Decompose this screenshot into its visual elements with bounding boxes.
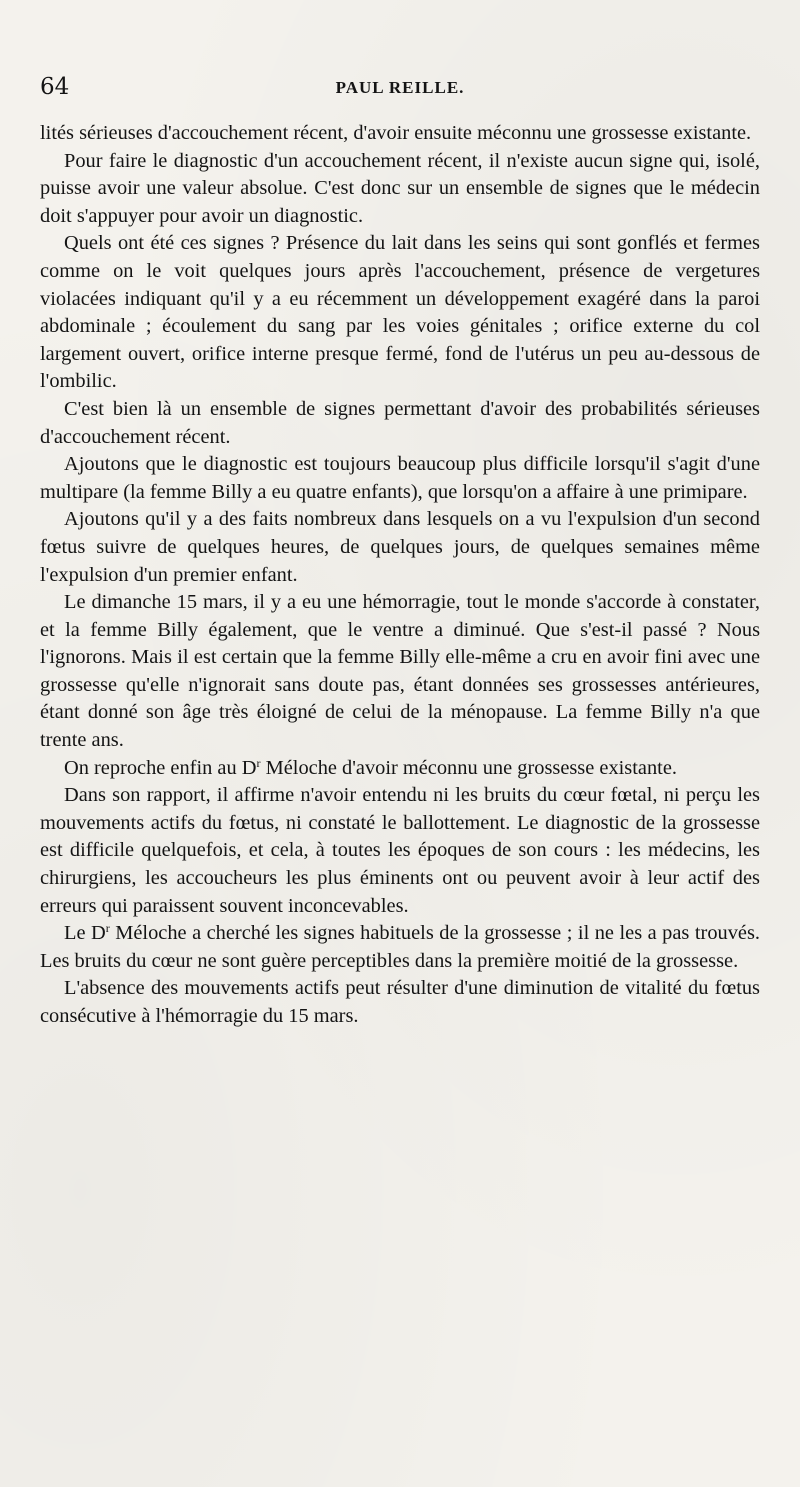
paragraph [40,755,760,783]
paragraph: Pour faire le diagnostic d'un accouchement récent, il n'existe aucun signe qui, isolé, puisse avoir une valeur absolue. C'est donc sur un ensemble de signes que le médecin doit s'appuyer pour avoir un diagnostic. [40,149,760,227]
body-text [40,120,760,1031]
paragraph: Dans son rapport, il affirme n'avoir entendu ni les bruits du cœur fœtal, ni perçu les mouvements actifs du fœtus, ni constaté le ballottement. Le diagnostic de la grossesse est difficile quelquefois, et cela, à toutes les époques de son cours : les médecins, les chirurgiens, les accoucheurs les plus éminents ont ou peuvent avoir à leur actif des erreurs qui paraissent souvent inconcevables. [40,784,760,917]
superscript: r [105,921,110,936]
paragraph-text: Méloche a cherché les signes habituels de la grossesse ; il ne les a pas trouvés. Les bruits du cœur ne sont guère perceptibles dans la première moitié de la grossesse. [40,922,760,972]
paragraph-text: On reproche enfin au D [64,756,257,779]
paragraph: Le dimanche 15 mars, il y a eu une hémorragie, tout le monde s'accorde à constater, et la femme Billy également, que le ventre a diminué. Que s'est-il passé ? Nous l'ignorons. Mais il est certain que la femme Billy elle-même a cru en avoir fini avec une grossesse qu'elle n'ignorait sans doute pas, étant données ses grossesses antérieures, étant donné son âge très éloigné de celui de la ménopause. La femme Billy n'a que trente ans. [40,591,760,752]
page-number: 64 [40,74,70,100]
running-head [40,74,760,114]
paragraph-text: Le D [64,922,106,945]
paragraph: Ajoutons que le diagnostic est toujours beaucoup plus difficile lorsqu'il s'agit d'une multipare (la femme Billy a eu quatre enfants), que lorsqu'on a affaire à une primipare. [40,453,760,503]
paragraph [40,920,760,975]
paragraph: L'absence des mouvements actifs peut résulter d'une diminution de vitalité du fœtus consécutive à l'hémorragie du 15 mars. [40,977,760,1027]
paragraph-text: Méloche d'avoir méconnu une grossesse existante. [260,756,677,779]
paragraph: C'est bien là un ensemble de signes permettant d'avoir des probabilités sérieuses d'accouchement récent. [40,397,760,448]
paragraph: Quels ont été ces signes ? Présence du lait dans les seins qui sont gonflés et fermes comme on le voit quelques jours après l'accouchement, présence de vergetures violacées indiquant qu'il y a eu récemment un développement exagéré dans la paroi abdominale ; écoulement du sang par les voies génitales ; orifice externe du col largement ouvert, orifice interne presque fermé, fond de l'utérus un peu au-dessous de l'ombilic. [40,232,760,393]
running-title: PAUL REILLE. [335,78,465,97]
paragraph: lités sérieuses d'accouchement récent, d'avoir ensuite méconnu une grossesse existante. [40,122,752,144]
paragraph: Ajoutons qu'il y a des faits nombreux dans lesquels on a vu l'expulsion d'un second fœtus suivre de quelques heures, de quelques jours, de quelques semaines même l'expulsion d'un premier enfant. [40,508,760,586]
superscript: r [256,755,261,770]
